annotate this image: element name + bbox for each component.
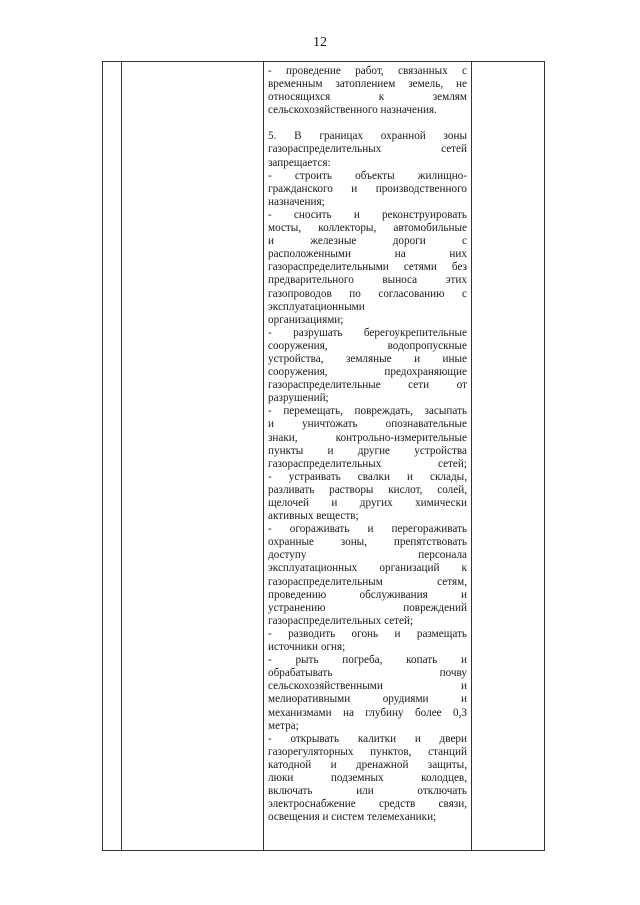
paragraph-intro <box>268 65 467 117</box>
text-line: охранные зоны, препятствовать <box>268 536 467 549</box>
text-line: назначения; <box>268 195 325 208</box>
text-line: разливать растворы кислот, солей, <box>268 483 467 496</box>
text-line: проведению обслуживания и <box>268 588 467 601</box>
text-line: эксплуатационными <box>268 300 365 313</box>
text-line: относящихся к землям <box>268 91 467 104</box>
text-line: газораспределительным сетям, <box>268 575 467 588</box>
text-line: пункты и другие устройства <box>268 444 467 457</box>
text-line: газопроводов по согласованию с <box>268 287 467 300</box>
text-line: газораспределительных сетей; <box>268 457 467 470</box>
text-line: - устраивать свалки и склады, <box>268 470 467 483</box>
table-cell-empty <box>472 62 545 851</box>
text-line: катодной и дренажной защиты, <box>268 758 467 771</box>
text-line: - строить объекты жилищно- <box>268 169 467 182</box>
text-line: устранению повреждений <box>268 601 467 614</box>
text-line: обрабатывать почву <box>268 667 467 680</box>
text-line: мелиоративными орудиями и <box>268 693 467 706</box>
text-line: газораспределительными сетями без <box>268 261 467 274</box>
text-line: газораспределительных сетей <box>268 143 467 156</box>
section-5 <box>268 130 467 824</box>
text-line: временным затоплением земель, не <box>268 78 467 91</box>
text-line: и железные дороги с <box>268 235 467 248</box>
text-line: - разрушать берегоукрепительные <box>268 326 467 339</box>
text-line: и уничтожать опознавательные <box>268 418 467 431</box>
text-line: активных веществ; <box>268 510 359 523</box>
text-line: запрещается: <box>268 156 331 169</box>
regulation-table <box>102 61 545 851</box>
text-line: 5. В границах охранной зоны <box>268 130 467 143</box>
table-row <box>103 62 545 851</box>
text-line: - рыть погреба, копать и <box>268 654 467 667</box>
text-line: - разводить огонь и размещать <box>268 627 467 640</box>
text-line: - сносить и реконструировать <box>268 208 467 221</box>
text-line: расположенными на них <box>268 248 467 261</box>
table-cell-empty <box>122 62 264 851</box>
text-line: разрушений; <box>268 392 329 405</box>
text-line: сооружения, водопропускные <box>268 339 467 352</box>
table-cell-content <box>264 62 472 851</box>
text-line: эксплуатационных организаций к <box>268 562 467 575</box>
text-line: механизмами на глубину более 0,3 <box>268 706 467 719</box>
text-line: - перемещать, повреждать, засыпать <box>268 405 467 418</box>
text-line: метра; <box>268 719 299 732</box>
table-cell-empty <box>103 62 122 851</box>
text-line: - проведение работ, связанных с <box>268 65 467 77</box>
text-line: люки подземных колодцев, <box>268 771 467 784</box>
text-line: сельскохозяйственного назначения. <box>268 104 437 117</box>
text-line: предварительного выноса этих <box>268 274 467 287</box>
text-line: знаки, контрольно-измерительные <box>268 431 467 444</box>
text-line: щелочей и других химически <box>268 497 467 509</box>
page-number: 12 <box>313 35 327 50</box>
text-line: газораспределительные сети от <box>268 379 467 392</box>
text-line: доступу персонала <box>268 549 467 562</box>
text-line: освещения и систем телемеханики; <box>268 811 437 824</box>
text-line: устройства, земляные и иные <box>268 352 467 365</box>
text-line: газорегуляторных пунктов, станций <box>268 745 467 758</box>
text-line: электроснабжение средств связи, <box>268 798 467 811</box>
text-line: сооружения, предохраняющие <box>268 366 467 379</box>
text-line: включать или отключать <box>268 785 467 798</box>
text-line: гражданского и производственного <box>268 182 467 195</box>
text-line: газораспределительных сетей; <box>268 614 414 627</box>
text-line: сельскохозяйственными и <box>268 680 467 693</box>
text-line: - огораживать и перегораживать <box>268 523 467 536</box>
text-line: источники огня; <box>268 641 346 654</box>
text-line: мосты, коллекторы, автомобильные <box>268 222 467 235</box>
text-line: организациями; <box>268 313 344 326</box>
text-line: - открывать калитки и двери <box>268 732 467 745</box>
